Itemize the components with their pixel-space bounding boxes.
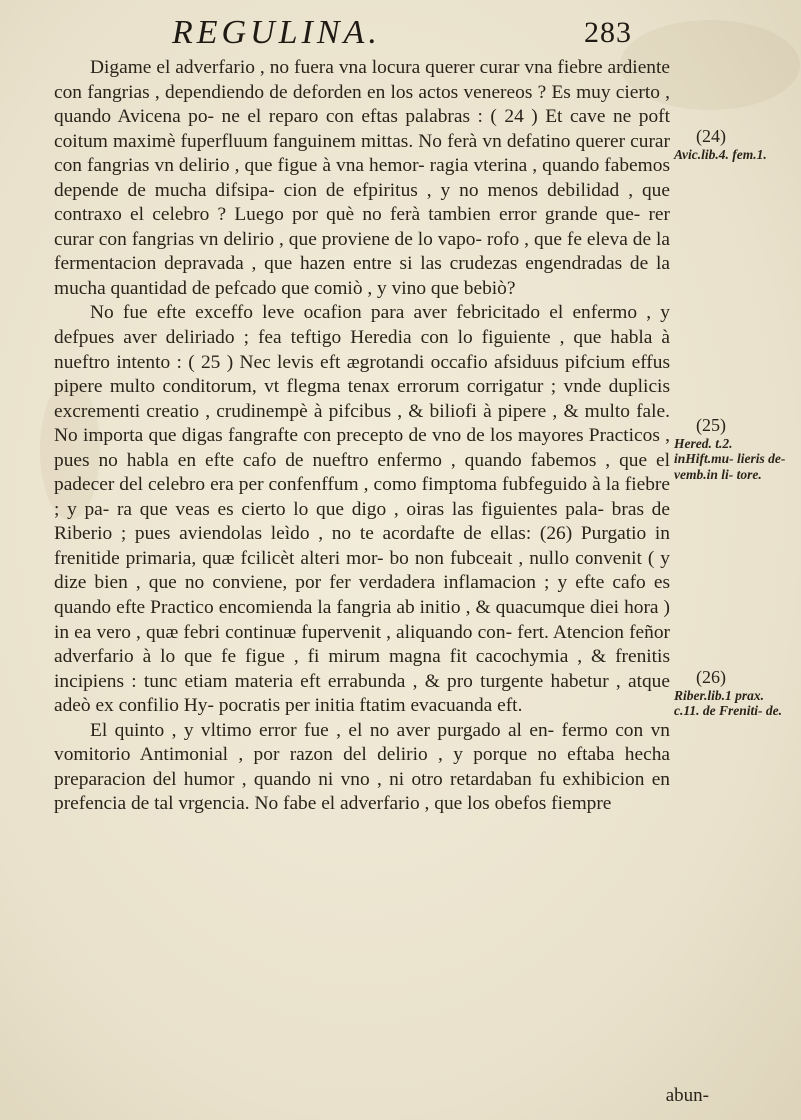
- margin-note-text: Riber.lib.1 prax. c.11. de Freniti- de.: [674, 687, 782, 718]
- margin-note-number: (24): [696, 126, 726, 146]
- page-header: [172, 14, 632, 60]
- margin-note: [674, 126, 792, 162]
- running-title: REGULINA.: [172, 14, 381, 51]
- margin-note-text: Avic.lib.4. fem.1.: [674, 146, 767, 162]
- paragraph: No fue efte exceffo leve ocafion para aver febricitado el enfermo , y defpues aver deliriado ; fea teftigo Heredia con lo figuiente , que habla à nueftro intento : ( 25 ) Nec levis eft ægrotandi occafio afsiduus pifcium effus pipere multo conditorum, vt flegma tenax errorum corrigatur ; vnde duplicis excrementi creatio , crudinempè à pifcibus , & biliofi à pipere , & multo fale. No importa que digas fangrafte con precepto de vno de los mayores Practicos , pues no habla en efte cafo de nueftro enfermo , quando fabemos , que el padecer del celebro era per confenffum , como fimptoma fubfeguido à la fiebre ; y pa- ra que veas es cierto lo que digo , oiras las figuientes pala- bras de Riberio ; pues aviendolas leìdo , no te acordafte de ellas: (26) Purgatio in frenitide primaria, quæ fcilicèt alteri mor- bo non fubceait , nullo convenit ( y dize bien , que no conviene, por fer verdadera inflamacion ; y efte cafo es quando efte Practico encomienda la fangria ab initio , & quacumque diei hora ) in ea vero , quæ febri continuæ fupervenit , aliquando con- fert. Atencion feñor adverfario à lo que fe figue , fi mirum magna fit cacochymia , & frenitis incipiens : tunc etiam materia eft errabunda , & pro turgente habetur , atque adeò ex confilio Hy- pocratis per initia ftatim evacuanda eft.: [54, 302, 670, 717]
- paragraph: Digame el adverfario , no fuera vna locura querer curar vna fiebre ardiente con fangrias , dependiendo de deforden en los actos venereos ? Es muy cierto , quando Avicena po- ne el reparo con eftas palabras : ( 24 ) Et cave ne poft coitum maximè fuperfluum fanguinem mittas. No ferà vn defatino querer curar con fangrias vn delirio , que figue à vna hemor- ragia vterina , quando fabemos depende de mucha difsipa- cion de efpiritus , y no menos debilidad , que contraxo el celebro ? Luego por què no ferà tambien error grande que- rer curar con fangrias vn delirio , que proviene de lo vapo- rofo , que fe eleva de la fermentacion depravada , que hazen entre si las crudezas engendradas de la mucha quantidad de pefcado que comiò , y vino que bebiò?: [54, 57, 670, 299]
- margin-note-number: (25): [696, 415, 726, 435]
- margin-note: [674, 667, 792, 719]
- margin-note: [674, 415, 792, 482]
- margin-note-number: (26): [696, 667, 726, 687]
- margin-note-text: Hered. t.2. inHift.mu- lieris de- vemb.in li- tore.: [674, 435, 786, 482]
- main-text: [54, 56, 670, 817]
- page-number: 283: [584, 16, 632, 49]
- catchword: abun-: [665, 1085, 709, 1106]
- paragraph: El quinto , y vltimo error fue , el no aver purgado al en- fermo con vn vomitorio Antimonial , por razon del delirio , y porque no eftaba hecha preparacion del humor , quando ni vno , ni otro retardaban fu exhibicion en prefencia de tal vrgencia. No fabe el adverfario , que los obefos fiempre: [54, 719, 670, 815]
